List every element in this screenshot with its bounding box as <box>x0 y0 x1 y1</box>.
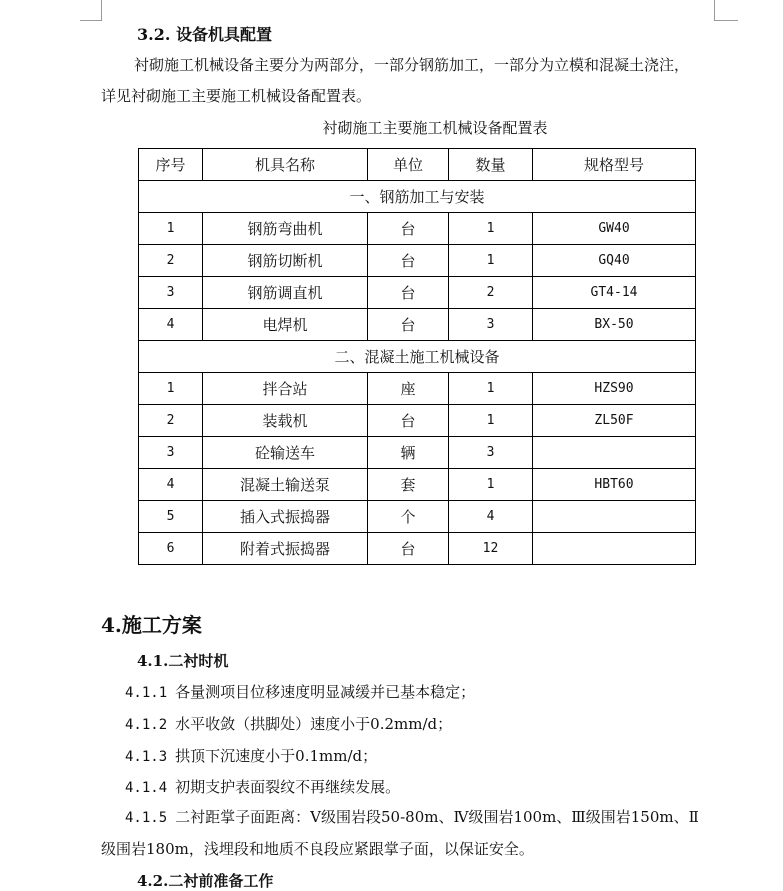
table-row <box>139 213 696 245</box>
table-cell: 钢筋切断机 <box>203 245 368 277</box>
table-row <box>139 533 696 565</box>
table-cell: HBT60 <box>533 469 696 501</box>
item-text: 初期支护表面裂纹不再继续发展。 <box>175 778 401 796</box>
table-cell: 装载机 <box>203 405 368 437</box>
table-cell: 台 <box>368 309 449 341</box>
item-text: 水平收敛（拱脚处）速度小于0.2mm/d； <box>175 715 453 733</box>
table-cell: GT4-14 <box>533 277 696 309</box>
paragraph-line-1: 衬砌施工机械设备主要分为两部分，一部分钢筋加工，一部分为立模和混凝土浇注， <box>134 56 690 74</box>
table-row <box>139 501 696 533</box>
table-group-row <box>139 181 696 213</box>
table-cell <box>533 437 696 469</box>
item-number: 4.1.1 <box>125 685 168 701</box>
table-cell <box>533 501 696 533</box>
table-cell: 6 <box>139 533 203 565</box>
item-text-line-2: 级围岩180m，浅埋段和地质不良段应紧跟掌子面，以保证安全。 <box>101 840 534 858</box>
table-cell <box>533 533 696 565</box>
paragraph-line-2: 详见衬砌施工主要施工机械设备配置表。 <box>101 87 372 105</box>
table-cell: 辆 <box>368 437 449 469</box>
table-row <box>139 373 696 405</box>
table-cell: 砼输送车 <box>203 437 368 469</box>
chapter-heading: 4.施工方案 <box>101 613 202 637</box>
next-sub-heading: 4.2.二衬前准备工作 <box>137 872 274 890</box>
table-cell: 3 <box>139 277 203 309</box>
table-cell: 个 <box>368 501 449 533</box>
table-cell: 台 <box>368 405 449 437</box>
table-cell: GW40 <box>533 213 696 245</box>
section-heading: 3.2. 设备机具配置 <box>137 25 272 44</box>
group-title-cell: 二、混凝土施工机械设备 <box>139 341 696 373</box>
table-cell: 3 <box>449 437 533 469</box>
table-cell: 插入式振捣器 <box>203 501 368 533</box>
table-cell: 拌合站 <box>203 373 368 405</box>
table-cell: 座 <box>368 373 449 405</box>
header-cell: 数量 <box>449 149 533 181</box>
table-cell: 电焊机 <box>203 309 368 341</box>
equipment-table <box>138 148 696 565</box>
table-cell: 4 <box>139 309 203 341</box>
item-text-line-1: 二衬距掌子面距离：Ⅴ级围岩段50-80m、Ⅳ级围岩100m、Ⅲ级围岩150m、Ⅱ <box>175 808 699 826</box>
item-number: 4.1.5 <box>125 810 168 826</box>
table-cell: 4 <box>449 501 533 533</box>
table-cell: 1 <box>449 405 533 437</box>
table-cell: BX-50 <box>533 309 696 341</box>
list-item-wrapped <box>101 802 721 865</box>
page-corner-mark-right-h <box>714 20 738 21</box>
table-cell: 附着式振捣器 <box>203 533 368 565</box>
header-cell: 机具名称 <box>203 149 368 181</box>
table-row <box>139 245 696 277</box>
item-number: 4.1.2 <box>125 717 168 733</box>
table-header-row <box>139 149 696 181</box>
table-cell: 钢筋弯曲机 <box>203 213 368 245</box>
table-cell: 1 <box>449 373 533 405</box>
table-row <box>139 277 696 309</box>
table-cell: GQ40 <box>533 245 696 277</box>
table-row <box>139 405 696 437</box>
item-text: 拱顶下沉速度小于0.1mm/d； <box>175 747 378 765</box>
table-cell: 混凝土输送泵 <box>203 469 368 501</box>
table-cell: 3 <box>449 309 533 341</box>
table-cell: 2 <box>139 405 203 437</box>
table-cell: ZL50F <box>533 405 696 437</box>
table-cell: 台 <box>368 213 449 245</box>
page-corner-mark-left <box>101 0 102 20</box>
list-item <box>125 776 400 797</box>
table-group-row <box>139 341 696 373</box>
table-cell: 1 <box>139 213 203 245</box>
table-cell: 1 <box>449 213 533 245</box>
table-row <box>139 469 696 501</box>
table-cell: 5 <box>139 501 203 533</box>
table-row <box>139 309 696 341</box>
list-item <box>125 745 377 766</box>
section-paragraph <box>101 50 716 112</box>
table-cell: 套 <box>368 469 449 501</box>
table-cell: 台 <box>368 533 449 565</box>
table-cell: 1 <box>449 245 533 277</box>
sub-heading: 4.1.二衬时机 <box>137 652 229 670</box>
table-cell: 台 <box>368 245 449 277</box>
group-title-cell: 一、钢筋加工与安装 <box>139 181 696 213</box>
item-number: 4.1.4 <box>125 780 168 796</box>
table-cell: 1 <box>139 373 203 405</box>
table-cell: 3 <box>139 437 203 469</box>
table-cell: 钢筋调直机 <box>203 277 368 309</box>
table-row <box>139 437 696 469</box>
item-number: 4.1.3 <box>125 749 168 765</box>
table-cell: 2 <box>449 277 533 309</box>
item-text: 各量测项目位移速度明显减缓并已基本稳定； <box>175 683 476 701</box>
page-corner-mark-right <box>714 0 715 20</box>
table-cell: 12 <box>449 533 533 565</box>
header-cell: 序号 <box>139 149 203 181</box>
list-item <box>125 681 475 702</box>
table-cell: 1 <box>449 469 533 501</box>
page-corner-mark-left-h <box>80 20 102 21</box>
table-cell: 2 <box>139 245 203 277</box>
table-caption: 衬砌施工主要施工机械设备配置表 <box>322 119 548 137</box>
table-cell: 台 <box>368 277 449 309</box>
header-cell: 单位 <box>368 149 449 181</box>
list-item <box>125 713 452 734</box>
table-cell: HZS90 <box>533 373 696 405</box>
header-cell: 规格型号 <box>533 149 696 181</box>
table-cell: 4 <box>139 469 203 501</box>
